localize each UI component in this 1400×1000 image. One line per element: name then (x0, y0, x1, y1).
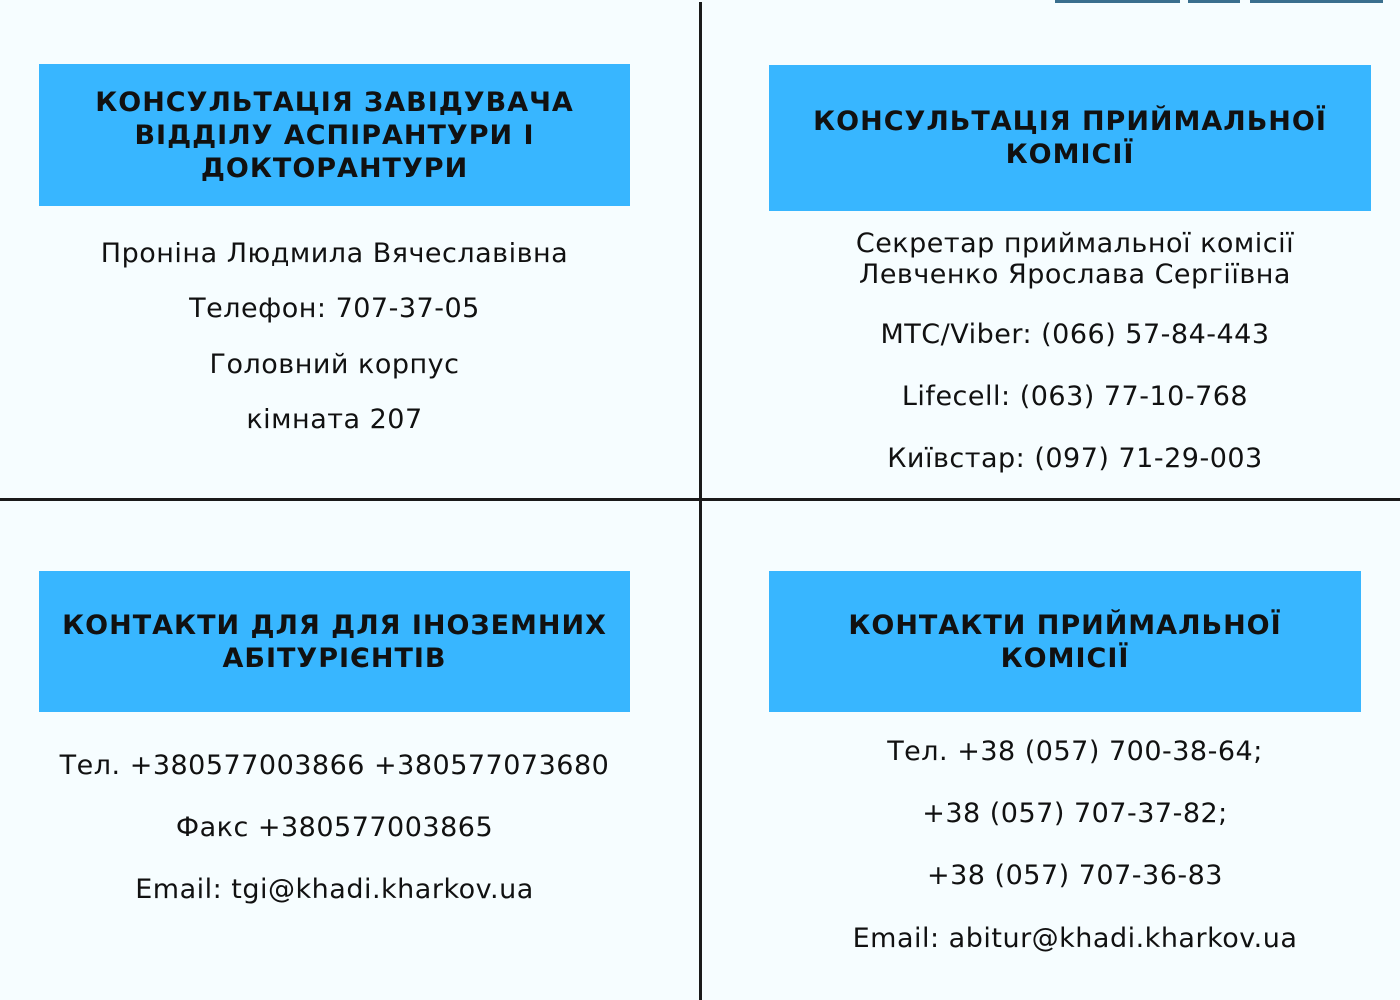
supervisor-consultation-heading: КОНСУЛЬТАЦІЯ ЗАВІДУВАЧА ВІДДІЛУ АСПІРАНТУРИ І ДОКТОРАНТУРИ (95, 86, 574, 184)
lifecell-phone: Lifecell: (063) 77-10-768 (901, 381, 1249, 412)
admission-contacts-panel (769, 500, 1381, 1000)
foreign-applicants-heading: КОНТАКТИ ДЛЯ ДЛЯ ІНОЗЕМНИХ АБІТУРІЄНТІВ (62, 609, 607, 674)
admission-phone-2: +38 (057) 707-37-82; (922, 798, 1228, 829)
secretary-title: Секретар приймальної комісії (855, 228, 1295, 259)
foreign-phones: Тел. +380577003866 +380577073680 (59, 750, 610, 781)
supervisor-building: Головний корпус (209, 349, 460, 380)
supervisor-room: кімната 207 (246, 404, 423, 435)
supervisor-name: Проніна Людмила Вячеславівна (100, 238, 569, 269)
vertical-divider (699, 2, 702, 1000)
kyivstar-phone: Київстар: (097) 71-29-003 (887, 443, 1263, 474)
admission-phone-1: Тел. +38 (057) 700-38-64; (887, 736, 1263, 767)
mts-viber-phone: МТС/Viber: (066) 57-84-443 (880, 319, 1270, 350)
supervisor-consultation-panel (39, 0, 630, 500)
supervisor-phone: Телефон: 707-37-05 (189, 293, 480, 324)
foreign-fax: Факс +380577003865 (175, 812, 494, 843)
admission-consultation-heading: КОНСУЛЬТАЦІЯ ПРИЙМАЛЬНОЇ КОМІСІЇ (813, 106, 1327, 170)
secretary-name: Левченко Ярослава Сергіївна (859, 259, 1291, 290)
foreign-applicants-panel (39, 500, 630, 1000)
admission-contacts-heading: КОНТАКТИ ПРИЙМАЛЬНОЇ КОМІСІЇ (848, 609, 1282, 674)
admission-email: Email: abitur@khadi.kharkov.ua (852, 923, 1298, 954)
admission-consultation-panel (769, 0, 1381, 500)
admission-phone-3: +38 (057) 707-36-83 (927, 860, 1223, 891)
foreign-email: Email: tgi@khadi.kharkov.ua (135, 874, 534, 905)
